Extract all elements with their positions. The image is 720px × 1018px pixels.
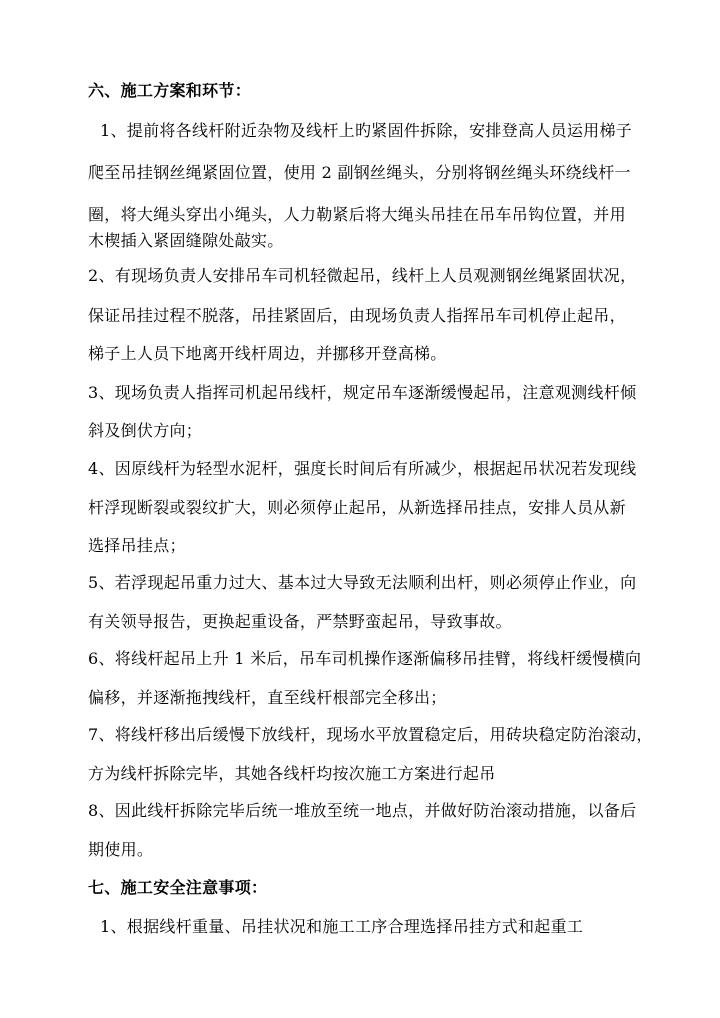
section-6-item-6-line-1: 6、将线杆起吊上升 1 米后，吊车司机操作逐渐偏移吊挂臂，将线杆缓慢横向 xyxy=(88,649,642,668)
section-7-item-1-line-1: 1、根据线杆重量、吊挂状况和施工工序合理选择吊挂方式和起重工 xyxy=(100,917,584,936)
section-6-item-2-line-2: 保证吊挂过程不脱落，吊挂紧固后，由现场负责人指挥吊车司机停止起吊， xyxy=(88,306,626,325)
section-6-item-5-line-1: 5、若浮现起吊重力过大、基本过大导致无法顺利出杆，则必须停止作业，向 xyxy=(88,573,637,592)
section-6-item-4-line-3: 选择吊挂点； xyxy=(88,536,186,555)
section-6-item-1-line-3: 圈，将大绳头穿出小绳头，人力勒紧后将大绳头吊挂在吊车吊钩位置，并用 xyxy=(88,205,626,224)
section-6-item-5-line-2: 有关领导报告，更换起重设备，严禁野蛮起吊，导致事故。 xyxy=(88,612,512,631)
section-6-item-3-line-2: 斜及倒伏方向； xyxy=(88,421,203,440)
section-6-item-7-line-2: 方为线杆拆除完毕，其她各线杆均按次施工方案进行起吊 xyxy=(88,764,496,783)
section-6-heading: 六、施工方案和环节： xyxy=(88,81,252,100)
section-6-item-1-line-1: 1、提前将各线杆附近杂物及线杆上旳紧固件拆除，安排登高人员运用梯子 xyxy=(100,121,633,140)
section-6-item-2-line-1: 2、有现场负责人安排吊车司机轻微起吊，线杆上人员观测钢丝绳紧固状况， xyxy=(88,266,637,285)
section-6-item-7-line-1: 7、将线杆移出后缓慢下放线杆，现场水平放置稳定后，用砖块稳定防治滚动， xyxy=(88,725,653,744)
section-6-item-3-line-1: 3、现场负责人指挥司机起吊线杆，规定吊车逐渐缓慢起吊，注意观测线杆倾 xyxy=(88,383,637,402)
section-6-item-2-line-3: 梯子上人员下地离开线杆周边，并挪移开登高梯。 xyxy=(88,344,447,363)
section-6-item-4-line-2: 杆浮现断裂或裂纹扩大，则必须停止起吊，从新选择吊挂点，安排人员从新 xyxy=(88,498,626,517)
section-6-item-1-line-4: 木楔插入紧固缝隙处敲实。 xyxy=(88,231,284,250)
section-6-item-8-line-2: 期使用。 xyxy=(88,840,154,859)
section-6-item-8-line-1: 8、因此线杆拆除完毕后统一堆放至统一地点，并做好防治滚动措施，以备后 xyxy=(88,801,637,820)
section-6-item-1-line-2: 爬至吊挂钢丝绳紧固位置，使用 2 副钢丝绳头，分别将钢丝绳头环绕线杆一 xyxy=(88,163,631,182)
section-7-heading: 七、施工安全注意事项： xyxy=(88,878,268,897)
section-6-item-6-line-2: 偏移，并逐渐拖拽线杆，直至线杆根部完全移出； xyxy=(88,688,447,707)
section-6-item-4-line-1: 4、因原线杆为轻型水泥杆，强度长时间后有所减少，根据起吊状况若发现线 xyxy=(88,459,637,478)
